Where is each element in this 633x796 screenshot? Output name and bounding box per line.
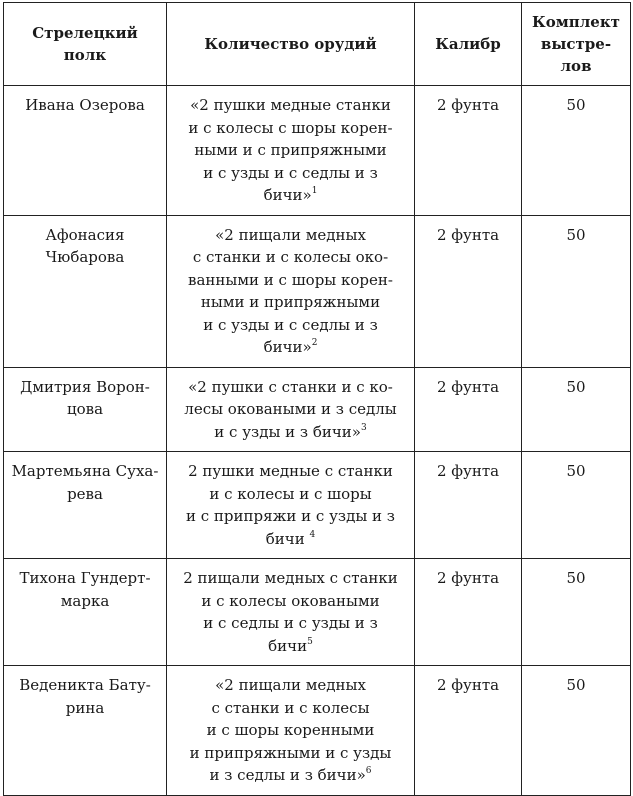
quantity-line: бичи (265, 529, 310, 548)
quantity-line: и с припряжи и с узды и з (186, 507, 395, 525)
regiment-cell (4, 666, 167, 796)
table-row (4, 367, 631, 452)
quantity-line: ванными и с шоры корен- (188, 270, 393, 289)
table-row (4, 666, 631, 796)
quantity-cell (167, 86, 415, 216)
regiment-line: Чюбарова (45, 248, 125, 266)
quantity-line: с станки и с колесы око- (192, 248, 389, 266)
quantity-line: и с узды и з бичи» (214, 422, 361, 441)
ammo-cell: 50 (522, 215, 631, 367)
table-row (4, 215, 631, 367)
quantity-line: и с колесы оковаными (201, 591, 380, 610)
header-regiment: Стрелецкий полк (4, 3, 167, 86)
regiment-line: рева (67, 484, 103, 503)
quantity-line: «2 пушки медные станки (190, 96, 391, 114)
footnote-ref[interactable]: 5 (307, 636, 313, 647)
table-row (4, 452, 631, 559)
regiment-cell (4, 215, 167, 367)
footnote-ref[interactable]: 6 (365, 766, 372, 776)
quantity-line-last (173, 184, 408, 207)
quantity-line-last (173, 421, 408, 444)
quantity-line: «2 пищали медных (215, 225, 366, 244)
quantity-line: и з седлы и з бичи» (209, 766, 366, 784)
header-ammo (522, 3, 631, 86)
caliber-cell: 2 фунта (415, 215, 522, 367)
quantity-line-last (173, 764, 408, 787)
header-ammo-line: лов (560, 57, 592, 75)
quantity-cell (167, 666, 415, 796)
header-ammo-line: выстре- (540, 35, 612, 53)
caliber-cell: 2 фунта (415, 86, 522, 216)
regiment-line: Ивана Озерова (25, 96, 145, 114)
header-ammo-line: Комплект (532, 13, 620, 31)
quantity-line-last (173, 336, 408, 359)
regiment-line: рина (65, 698, 105, 717)
quantity-line: и с колесы и с шоры (209, 484, 372, 503)
quantity-line: бичи» (263, 338, 312, 356)
quantity-line: 2 пищали медных с станки (183, 569, 398, 587)
regiment-line: Мартемьяна Суха- (11, 462, 159, 480)
quantity-line: и с колесы с шоры корен- (188, 118, 393, 137)
footnote-ref[interactable]: 3 (360, 422, 367, 433)
quantity-line: и припряжными и с узды (189, 743, 392, 762)
footnote-ref[interactable]: 1 (311, 186, 318, 196)
regiment-line: марка (60, 591, 110, 610)
quantity-cell (167, 559, 415, 666)
quantity-line-last (173, 635, 408, 658)
ammo-cell: 50 (522, 367, 631, 452)
quantity-line: 2 пушки медные с станки (188, 462, 393, 480)
regiment-cell (4, 452, 167, 559)
artillery-table (3, 2, 631, 796)
quantity-line-last (173, 528, 408, 551)
ammo-cell: 50 (522, 86, 631, 216)
ammo-cell: 50 (522, 452, 631, 559)
regiment-cell (4, 367, 167, 452)
quantity-cell (167, 452, 415, 559)
regiment-line: Веденикта Бату- (19, 676, 151, 694)
table-row (4, 559, 631, 666)
table-row (4, 86, 631, 216)
regiment-line: Тихона Гундерт- (19, 569, 151, 587)
quantity-line: с станки и с колесы (211, 698, 370, 717)
quantity-line: «2 пушки с станки и с ко- (188, 377, 393, 396)
ammo-cell: 50 (522, 559, 631, 666)
quantity-line: и с седлы и с узды и з (203, 614, 378, 632)
quantity-line: и с узды и с седлы и з (203, 163, 378, 182)
caliber-cell: 2 фунта (415, 452, 522, 559)
quantity-line: и с шоры коренными (206, 721, 375, 739)
quantity-line: ными и с припряжными (194, 141, 387, 159)
quantity-cell (167, 215, 415, 367)
quantity-line: бичи» (263, 186, 312, 204)
caliber-cell: 2 фунта (415, 367, 522, 452)
ammo-cell: 50 (522, 666, 631, 796)
quantity-line: и с узды и с седлы и з (203, 315, 378, 334)
footnote-ref[interactable]: 4 (309, 529, 316, 540)
regiment-line: цова (66, 400, 104, 418)
quantity-line: бичи (268, 636, 308, 655)
quantity-line: лесы оковаными и з седлы (184, 400, 397, 418)
quantity-line: «2 пищали медных (215, 676, 366, 694)
quantity-cell (167, 367, 415, 452)
header-quantity: Количество орудий (167, 3, 415, 86)
header-row (4, 3, 631, 86)
header-caliber: Калибр (415, 3, 522, 86)
quantity-line: ными и припряжными (200, 293, 381, 311)
regiment-cell (4, 559, 167, 666)
footnote-ref[interactable]: 2 (311, 338, 318, 348)
table-body (4, 86, 631, 796)
regiment-line: Дмитрия Ворон- (20, 377, 150, 396)
caliber-cell: 2 фунта (415, 559, 522, 666)
caliber-cell: 2 фунта (415, 666, 522, 796)
regiment-line: Афонасия (45, 225, 125, 244)
regiment-cell (4, 86, 167, 216)
